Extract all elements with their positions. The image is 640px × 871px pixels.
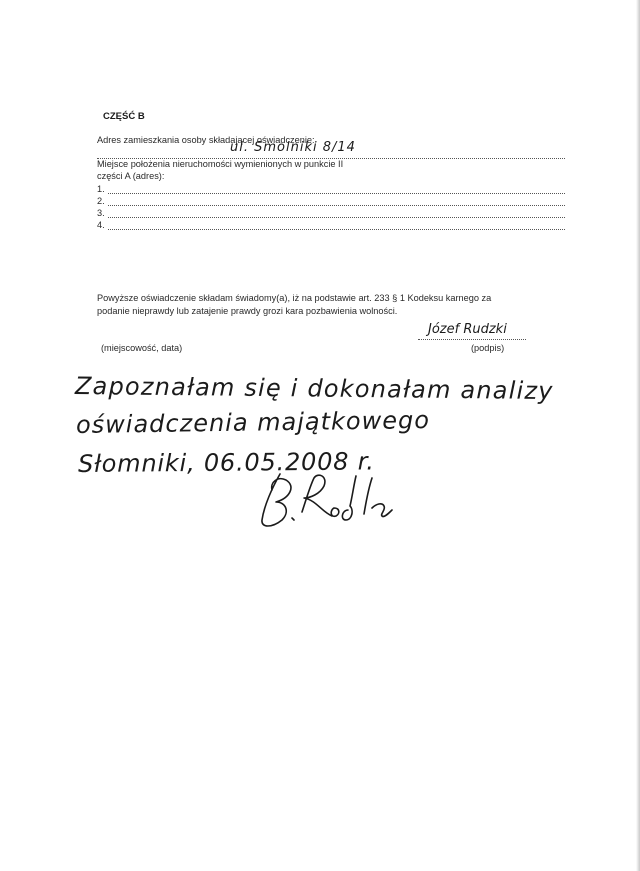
review-note-line3: Słomniki, 06.05.2008 r. xyxy=(77,447,375,478)
address-label: Adres zamieszkania osoby składającej oświadczenie: xyxy=(97,135,315,145)
property-label-line2: części A (adres): xyxy=(97,171,165,181)
property-item-3: 3. xyxy=(97,208,105,218)
signature-label: (podpis) xyxy=(471,343,505,353)
property-item-2-line xyxy=(108,205,565,206)
property-item-2: 2. xyxy=(97,196,105,206)
review-note-line2: oświadczenia majątkowego xyxy=(75,406,431,439)
section-heading: CZĘŚĆ B xyxy=(103,111,145,122)
statement-line1: Powyższe oświadczenie składam świadomy(a), iż na podstawie art. 233 § 1 Kodeksu karnego za xyxy=(97,293,492,303)
scan-edge-shadow xyxy=(636,0,640,871)
property-item-3-line xyxy=(108,217,565,218)
property-item-4-line xyxy=(108,229,565,230)
place-date-label: (miejscowość, data) xyxy=(101,343,183,353)
property-item-1: 1. xyxy=(97,184,105,194)
property-item-4: 4. xyxy=(97,220,105,230)
property-label-line1: Miejsce położenia nieruchomości wymienionych w punkcie II xyxy=(97,159,344,169)
property-item-1-line xyxy=(108,193,565,194)
address-handwritten-value: ul. Smolniki 8/14 xyxy=(230,140,356,155)
review-note-line1: Zapoznałam się i dokonałam analizy xyxy=(74,372,554,406)
signature-dotted-line xyxy=(418,339,526,340)
reviewer-signature xyxy=(252,468,412,532)
statement-line2: podanie nieprawdy lub zatajenie prawdy grozi kara pozbawienia wolności. xyxy=(97,306,398,316)
declarant-signature: Józef Rudzki xyxy=(428,322,507,337)
